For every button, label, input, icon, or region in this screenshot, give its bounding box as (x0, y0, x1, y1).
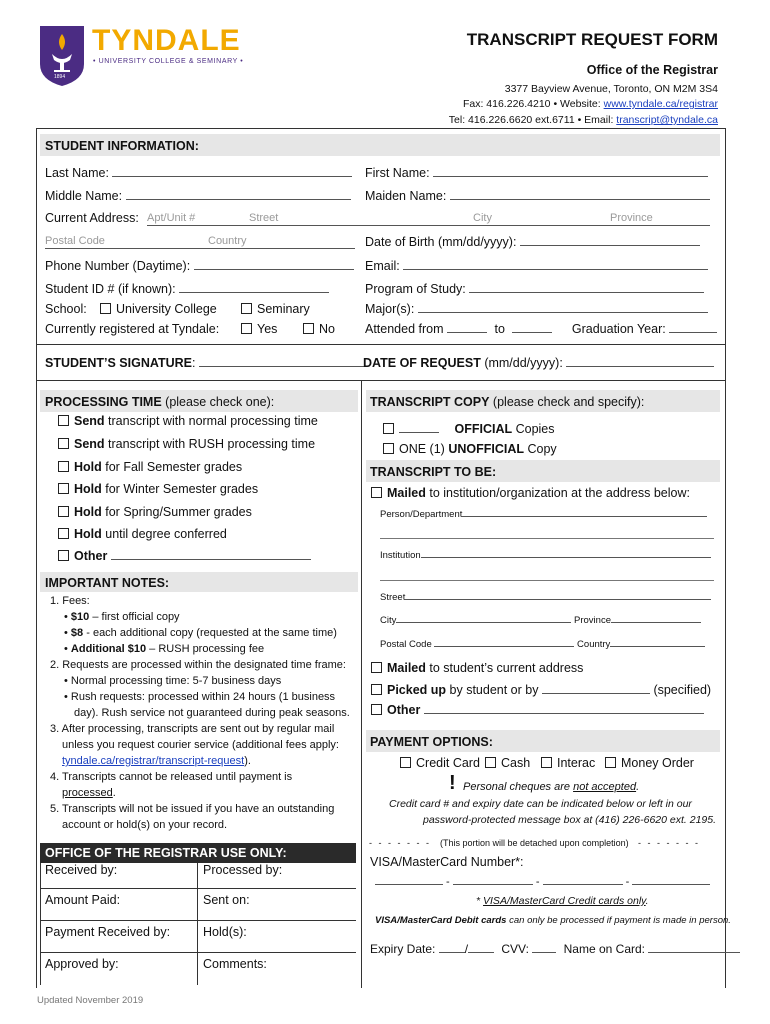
dob-row (365, 235, 700, 249)
holds-label: Hold(s): (203, 925, 247, 939)
copy-subtitle: (please check and specify): (489, 395, 645, 409)
city-label: City (380, 615, 397, 626)
fee-1: • $10 – first official copy (64, 611, 180, 623)
debit-text: can only be processed if payment is made in person. (506, 915, 731, 926)
fee-1-bold: $10 (70, 611, 90, 623)
attended-to-field[interactable] (512, 332, 552, 333)
notes-list (50, 593, 360, 833)
note-3a: 3. After processing, transcripts are sent out by regular mail (50, 723, 335, 735)
attended-from-label: Attended from (365, 322, 444, 336)
other-delivery-option[interactable] (371, 703, 704, 717)
picked-up-field[interactable] (542, 693, 650, 694)
picked-up-bold: Picked up (387, 683, 447, 697)
attended-from-field[interactable] (447, 332, 487, 333)
school-label: School: (45, 302, 87, 316)
mailed-student-checkbox[interactable] (371, 662, 382, 673)
note-2b-text: Rush requests: processed within 24 hours (1 business (70, 691, 336, 703)
official-bold: OFFICIAL (454, 422, 513, 436)
interac-checkbox[interactable] (541, 757, 552, 768)
other-processing-field[interactable] (111, 559, 311, 560)
visa-only-text: VISA/MasterCard Credit cards only (483, 895, 646, 907)
postal-code-field[interactable] (434, 646, 574, 647)
expiry-row (370, 942, 740, 956)
attended-row (365, 322, 717, 336)
current-address-label: Current Address: (45, 211, 139, 225)
majors-row (365, 302, 708, 316)
note-2a-text: Normal processing time: 5-7 business days (70, 675, 282, 687)
maiden-name-label: Maiden Name: (365, 189, 447, 203)
processing-checkbox-4[interactable] (58, 483, 69, 494)
expiry-label: Expiry Date: (370, 942, 436, 956)
last-name-label: Last Name: (45, 166, 109, 180)
card-group-3[interactable] (543, 884, 623, 885)
street-field[interactable] (405, 599, 711, 600)
cc-note-1: Credit card # and expiry date can be indicated below or left in our (389, 798, 692, 810)
middle-name-label: Middle Name: (45, 189, 123, 203)
fee-2: • $8 - each additional copy (requested at the same time) (64, 627, 337, 639)
phone-row (45, 259, 354, 273)
processing-title: PROCESSING TIME (45, 395, 162, 409)
seminary-label: Seminary (257, 302, 310, 316)
signature-label: STUDENT’S SIGNATURE (45, 356, 192, 370)
office-address: 3377 Bayview Avenue, Toronto, ON M2M 3S4 (504, 83, 718, 95)
processing-checkbox-3[interactable] (58, 461, 69, 472)
processing-checkbox-2[interactable] (58, 438, 69, 449)
yes-label: Yes (257, 322, 278, 336)
cc-note-2: password-protected message box at (416) 226-6620 ext. 2195. (423, 814, 717, 826)
expiry-slash: / (464, 942, 469, 956)
university-college-checkbox[interactable] (100, 303, 111, 314)
note-2: 2. Requests are processed within the designated time frame: (50, 659, 346, 671)
detach-dashes-left: - - - - - - - (369, 838, 431, 848)
interac-option[interactable] (541, 756, 595, 770)
note-2c: day). Rush service not guaranteed during peak seasons. (74, 707, 350, 719)
visa-star: * (476, 895, 484, 907)
fee-1-text: – first official copy (89, 611, 180, 623)
date-request-label: DATE OF REQUEST (363, 356, 481, 370)
processed-text: processed (62, 787, 113, 799)
option-1-text: transcript with normal processing time (104, 414, 318, 428)
amount-paid-label: Amount Paid: (45, 893, 121, 907)
cvv-field[interactable] (532, 952, 556, 953)
country-field[interactable] (610, 646, 705, 647)
picked-up-option[interactable] (371, 683, 711, 697)
option-6-bold: Hold (74, 527, 102, 541)
institution-line-2[interactable] (380, 580, 714, 581)
student-id-row (45, 282, 329, 296)
official-checkbox[interactable] (383, 423, 394, 434)
note-4a: 4. Transcripts cannot be released until payment is (50, 771, 293, 783)
office-use-title: OFFICE OF THE REGISTRAR USE ONLY: (45, 846, 287, 860)
middle-name-row (45, 189, 351, 203)
personal-end: . (636, 781, 640, 793)
first-name-label: First Name: (365, 166, 430, 180)
phone-field[interactable] (194, 269, 354, 270)
debit-note (375, 915, 731, 926)
email-field[interactable] (403, 269, 708, 270)
office-row-line-3 (40, 952, 356, 953)
processing-option-7[interactable] (58, 549, 311, 563)
processing-option-4[interactable] (58, 482, 258, 496)
processing-checkbox-5[interactable] (58, 506, 69, 517)
program-row (365, 282, 704, 296)
processing-option-3[interactable] (58, 460, 242, 474)
other-delivery-checkbox[interactable] (371, 704, 382, 715)
middle-name-field[interactable] (126, 199, 351, 200)
office-row-line-2 (40, 920, 356, 921)
note-3b: unless you request courier service (additional fees apply: (62, 739, 339, 751)
money-order-option[interactable] (605, 756, 694, 770)
program-label: Program of Study: (365, 282, 466, 296)
date-request-row (363, 356, 714, 370)
institution-field[interactable] (421, 557, 711, 558)
mailed-student-option[interactable] (371, 661, 583, 675)
last-name-field[interactable] (112, 176, 352, 177)
attended-to-label: to (494, 322, 505, 336)
processing-option-6[interactable] (58, 527, 227, 541)
personal-pre: Personal cheques are (463, 781, 574, 793)
province-hint: Province (610, 212, 653, 224)
fax-website (463, 98, 718, 110)
processed-by-label: Processed by: (203, 863, 283, 877)
option-3-text: for Fall Semester grades (101, 460, 243, 474)
expiry-month-field[interactable] (439, 952, 465, 953)
form-title: TRANSCRIPT REQUEST FORM (466, 30, 718, 49)
dob-label: Date of Birth (mm/dd/yyyy): (365, 235, 517, 249)
processing-option-2[interactable] (58, 437, 315, 451)
processing-checkbox-1[interactable] (58, 415, 69, 426)
processing-option-1[interactable] (58, 414, 318, 428)
first-name-row (365, 166, 708, 180)
person-dept-row (380, 509, 707, 520)
mailed-student-bold: Mailed (387, 661, 426, 675)
interac-label: Interac (557, 756, 596, 770)
phone-label: Phone Number (Daytime): (45, 259, 191, 273)
province-label: Province (574, 615, 611, 626)
city-row (380, 615, 701, 626)
column-divider (361, 380, 362, 988)
name-on-card-field[interactable] (648, 952, 740, 953)
unofficial-copy-option[interactable] (383, 442, 557, 456)
visa-only-end: . (645, 895, 649, 907)
institution-row (380, 550, 711, 561)
majors-label: Major(s): (365, 302, 415, 316)
last-name-row (45, 166, 352, 180)
city-hint: City (473, 212, 492, 224)
student-id-field[interactable] (179, 292, 329, 293)
seminary-option[interactable] (241, 302, 310, 316)
received-by-label: Received by: (45, 863, 118, 877)
option-4-bold: Hold (74, 482, 102, 496)
other-delivery-field[interactable] (424, 713, 704, 714)
picked-up-text: by student or by (446, 683, 539, 697)
detach-dashes-right: - - - - - - - (638, 838, 700, 848)
email-label: Email: (365, 259, 400, 273)
note-2b: • Rush requests: processed within 24 hours (1 business (64, 691, 336, 703)
visa-number-label: VISA/MasterCard Number*: (370, 855, 524, 869)
currently-registered-label: Currently registered at Tyndale: (45, 322, 220, 336)
option-5-bold: Hold (74, 505, 102, 519)
expiry-year-field[interactable] (468, 952, 494, 953)
divider-1 (36, 344, 726, 345)
province-field[interactable] (611, 622, 701, 623)
maiden-name-row (365, 189, 710, 203)
unofficial-pre: ONE (1) (399, 442, 449, 456)
postal-code-label: Postal Code (380, 639, 432, 650)
date-request-field[interactable] (566, 366, 714, 367)
unofficial-checkbox[interactable] (383, 443, 394, 454)
fee-2-bold: $8 (70, 627, 84, 639)
visa-only-note (476, 895, 649, 907)
note-4b (50, 785, 360, 801)
country-hint: Country (208, 235, 247, 247)
first-name-field[interactable] (433, 176, 708, 177)
note-2a: • Normal processing time: 5-7 business days (64, 675, 282, 687)
option-7-bold: Other (74, 549, 108, 563)
specified-text: (specified) (653, 683, 712, 697)
approved-by-label: Approved by: (45, 957, 119, 971)
processing-checkbox-6[interactable] (58, 528, 69, 539)
cvv-label: CVV: (501, 942, 529, 956)
office-col-divider (197, 863, 198, 985)
fee-2-text: - each additional copy (requested at the same time) (83, 627, 337, 639)
credit-card-checkbox[interactable] (400, 757, 411, 768)
sent-on-label: Sent on: (203, 893, 250, 907)
unofficial-text: Copy (524, 442, 557, 456)
fee-3: • Additional $10 – RUSH processing fee (64, 643, 265, 655)
registered-no-checkbox[interactable] (303, 323, 314, 334)
university-college-option[interactable] (100, 302, 217, 316)
postal-row (380, 639, 705, 650)
option-1-bold: Send (74, 414, 105, 428)
not-accepted-text: not accepted (573, 781, 637, 793)
person-dept-label: Person/Department (380, 509, 463, 520)
personal-cheques-note (463, 781, 639, 793)
brand-name: TYNDALE (92, 24, 241, 57)
updated-date: Updated November 2019 (37, 995, 144, 1006)
graduation-year-field[interactable] (669, 332, 717, 333)
credit-card-label: Credit Card (416, 756, 480, 770)
apt-unit-hint: Apt/Unit # (147, 212, 196, 224)
option-5-text: for Spring/Summer grades (101, 505, 252, 519)
option-2-bold: Send (74, 437, 105, 451)
street-row (380, 592, 711, 603)
seminary-checkbox[interactable] (241, 303, 252, 314)
program-field[interactable] (469, 292, 704, 293)
office-title: Office of the Registrar (586, 63, 718, 77)
registered-no-option[interactable] (303, 322, 335, 336)
processing-option-5[interactable] (58, 505, 252, 519)
detach-note: (This portion will be detached upon completion) (440, 838, 629, 848)
processing-title-row (45, 395, 274, 409)
cash-option[interactable] (485, 756, 530, 770)
institution-label: Institution (380, 550, 421, 561)
option-2-text: transcript with RUSH processing time (104, 437, 316, 451)
picked-up-checkbox[interactable] (371, 684, 382, 695)
money-order-label: Money Order (621, 756, 694, 770)
other-delivery-bold: Other (387, 703, 421, 717)
brand-tagline: • UNIVERSITY COLLEGE & SEMINARY • (93, 58, 244, 65)
mailed-student-text: to student’s current address (425, 661, 584, 675)
postal-code-hint: Postal Code (45, 235, 105, 247)
student-id-label: Student ID # (if known): (45, 282, 176, 296)
fee-3-bold: Additional $10 (70, 643, 147, 655)
cash-label: Cash (501, 756, 531, 770)
card-group-4[interactable] (632, 884, 710, 885)
cash-checkbox[interactable] (485, 757, 496, 768)
note-1: 1. Fees: (50, 595, 90, 607)
website-link[interactable]: www.tyndale.ca/registrar (603, 98, 718, 110)
maiden-name-field[interactable] (450, 199, 710, 200)
credit-card-option[interactable] (400, 756, 480, 770)
official-copies-option[interactable] (383, 422, 555, 436)
comments-label: Comments: (203, 957, 267, 971)
card-group-1[interactable] (375, 884, 443, 885)
registered-yes-checkbox[interactable] (241, 323, 252, 334)
to-be-title: TRANSCRIPT TO BE: (370, 465, 497, 479)
money-order-checkbox[interactable] (605, 757, 616, 768)
signature-colon: : (192, 356, 196, 370)
payment-received-by-label: Payment Received by: (45, 925, 171, 939)
fee-3-text: – RUSH processing fee (146, 643, 265, 655)
mailed-text: to institution/organization at the address below: (425, 486, 690, 500)
processing-checkbox-7[interactable] (58, 550, 69, 561)
signature-field[interactable] (199, 366, 364, 367)
university-college-label: University College (116, 302, 217, 316)
mailed-bold: Mailed (387, 486, 426, 500)
mailed-institution-checkbox[interactable] (371, 487, 382, 498)
mailed-institution-option[interactable] (371, 486, 690, 500)
notes-title: IMPORTANT NOTES: (45, 576, 170, 590)
date-format: (mm/dd/yyyy): (480, 356, 563, 370)
official-qty-field[interactable] (399, 432, 439, 433)
tel-text: Tel: 416.226.6620 ext.6711 • Email: (448, 114, 617, 126)
processing-subtitle: (please check one): (161, 395, 275, 409)
note-4b-end: . (112, 787, 116, 799)
person-dept-line-2[interactable] (380, 538, 714, 539)
country-label: Country (577, 639, 611, 650)
email-link[interactable]: transcript@tyndale.ca (616, 114, 718, 126)
debit-bold: VISA/MasterCard Debit cards (375, 915, 507, 926)
note-5a: 5. Transcripts will not be issued if you have an outstanding (50, 803, 335, 815)
copy-title: TRANSCRIPT COPY (370, 395, 490, 409)
option-4-text: for Winter Semester grades (101, 482, 259, 496)
divider-2 (36, 380, 726, 381)
warning-icon: ! (449, 772, 456, 794)
note-5b: account or hold(s) on your record. (62, 819, 228, 831)
street-hint: Street (249, 212, 279, 224)
student-info-title: STUDENT INFORMATION: (45, 139, 199, 153)
address-row (45, 211, 139, 225)
office-row-line-1 (40, 888, 356, 889)
unofficial-bold: UNOFFICIAL (448, 442, 524, 456)
registered-yes-option[interactable] (241, 322, 277, 336)
street-label: Street (380, 592, 406, 603)
crest-year: 1894 (54, 74, 66, 80)
signature-row (45, 356, 364, 370)
copy-title-row (370, 395, 644, 409)
card-number-fields: - - - (375, 876, 710, 888)
no-label: No (319, 322, 335, 336)
tyndale-crest (38, 24, 86, 88)
option-6-text: until degree conferred (101, 527, 227, 541)
city-field[interactable] (396, 622, 571, 623)
person-dept-field[interactable] (462, 516, 707, 517)
option-3-bold: Hold (74, 460, 102, 474)
email-row (365, 259, 708, 273)
note-3c (50, 753, 360, 769)
majors-field[interactable] (418, 312, 708, 313)
note-3c-end: ). (244, 755, 251, 767)
transcript-request-link[interactable]: tyndale.ca/registrar/transcript-request (62, 755, 245, 767)
tel-email (449, 114, 718, 126)
dob-field[interactable] (520, 245, 700, 246)
official-text: Copies (512, 422, 555, 436)
name-on-card-label: Name on Card: (563, 942, 646, 956)
graduation-year-label: Graduation Year: (571, 322, 666, 336)
fax-text: Fax: 416.226.4210 • Website: (462, 98, 604, 110)
payment-title: PAYMENT OPTIONS: (370, 735, 493, 749)
card-group-2[interactable] (453, 884, 533, 885)
